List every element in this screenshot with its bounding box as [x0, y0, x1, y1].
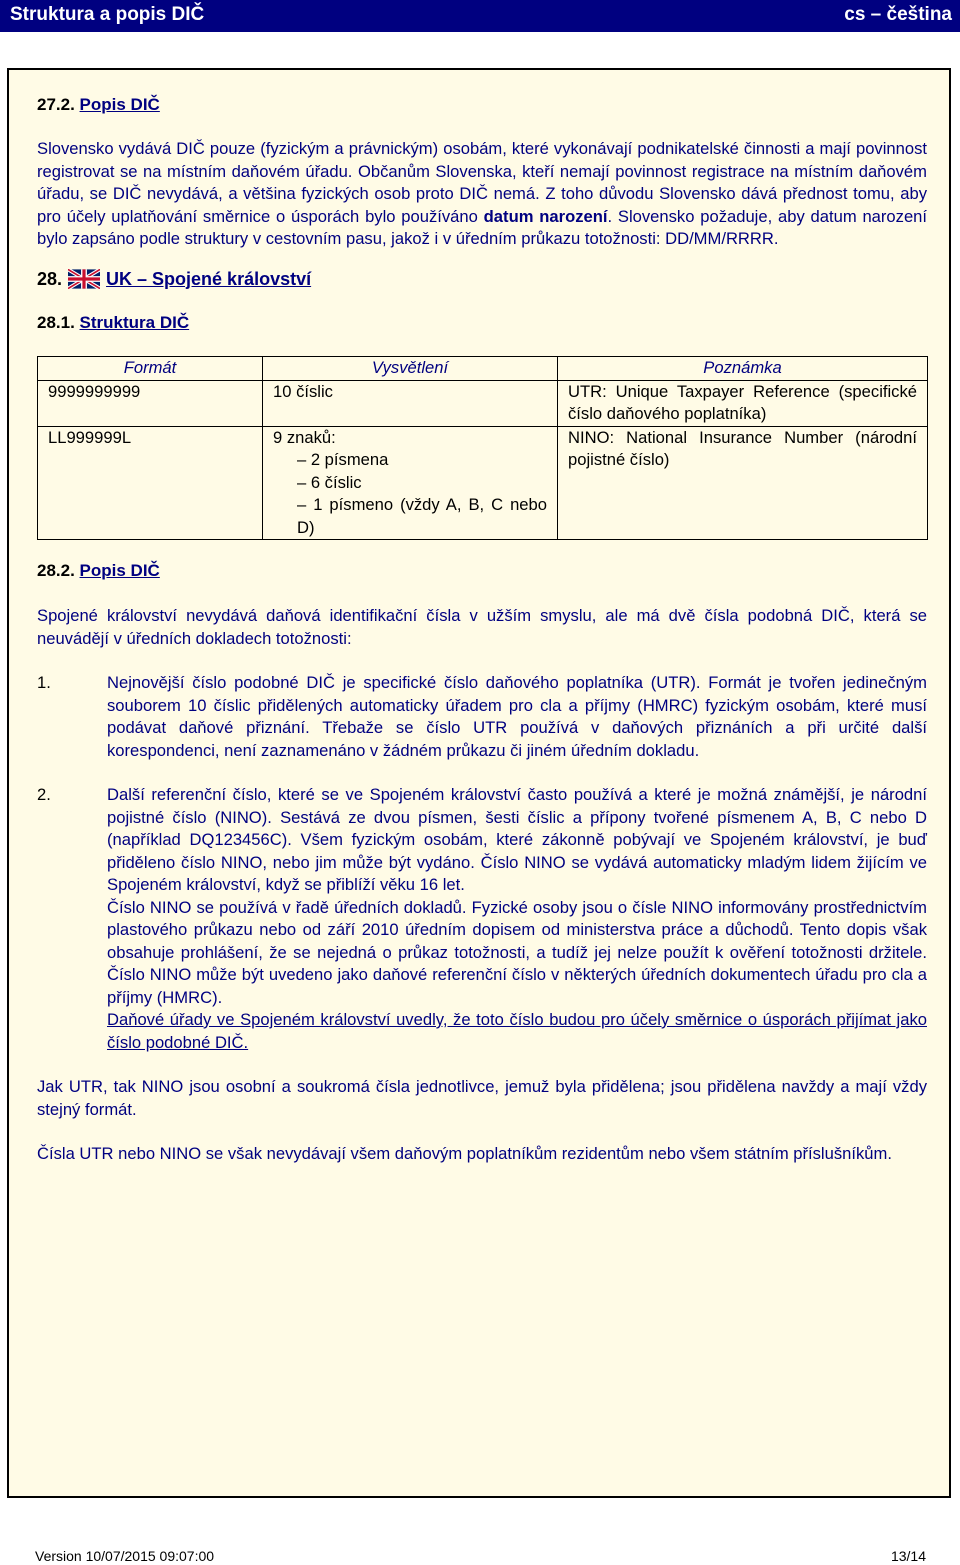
paragraph-utr-nino: Jak UTR, tak NINO jsou osobní a soukromá čísla jednotlivce, jemuž byla přidělena; jsou přidělena navždy a mají vždy stejný formát.: [37, 1077, 927, 1119]
paragraph-uk-intro: Spojené království nevydává daňová identifikační čísla v užším smyslu, ale má dvě čísla podobná DIČ, která se neuvádějí v úředních dokladech totožnosti:: [37, 606, 927, 648]
section-28-heading: 28. UK – Spojené království: [37, 268, 312, 289]
uk-flag-icon: [68, 269, 100, 289]
header-title: Struktura a popis DIČ: [10, 4, 205, 25]
table-row: 9999999999 10 číslic UTR: Unique Taxpayer Reference (specifické číslo daňového poplatníka): [38, 380, 928, 426]
table-row: LL999999L 9 znaků: – 2 písmena – 6 číslic – 1 písmeno (vždy A, B, C nebo D) NINO: National Insurance Number (národní pojistné číslo): [38, 426, 928, 540]
col-header-note: Poznámka: [558, 357, 928, 381]
section-28-1-heading: 28.1. Struktura DIČ: [37, 313, 190, 332]
content-frame: [7, 68, 951, 1498]
numbered-list: [37, 672, 927, 1054]
header-language: cs – čeština: [844, 4, 952, 25]
list-item: 1. Nejnovější číslo podobné DIČ je specifické číslo daňového poplatníka (UTR). Formát je tvořen jedinečným souborem 10 číslic přidělených automaticky úřadem pro cla a příjmy (HMRC) fyzickým osobám, které musí podávat daňové přiznání. Třebaže se číslo UTR používá v daňových přiznáních a při určité další korespondenci, není zaznamenáno v žádném průkazu či jiném úředním dokladu.: [37, 673, 927, 760]
section-27-2-heading: 27.2. Popis DIČ: [37, 95, 160, 114]
list-item: 2. Další referenční číslo, které se ve Spojeném království často používá a které je možná známější, je národní pojistné číslo (NINO). Sestává ze dvou písmen, šesti číslic a přípony tvořené písmenem A, B, C nebo D (například DQ123456C). Všem fyzickým osobám, které zákonně pobývají ve Spojeném království, je buď přiděleno číslo NINO, nebo jim může být vydáno. Číslo NINO se vydává automaticky mladým lidem žijícím ve Spojeném království, když se přiblíží věku 16 let. Číslo NINO se používá v řadě úředních dokladů. Fyzické osoby jsou o čísle NINO informovány prostřednictvím plastového průkazu nebo od září 2010 úředním dopisem od ministerstva práce a důchodů. Tento dopis však obsahuje prohlášení, že se nejedná o průkaz totožnosti, a tudíž jej nelze použít k ověření totožnosti držitele. Číslo NINO může být uvedeno jako daňové referenční číslo v některých úředních dokumentech úřadu pro cla a příjmy (HMRC). Daňové úřady ve Spojeném království uvedly, že toto číslo budou pro účely směrnice o úsporách přijímat jako číslo podobné DIČ.: [37, 785, 928, 1052]
footer-page-number: 13/14: [890, 1548, 926, 1564]
col-header-explanation: Vysvětlení: [263, 357, 558, 381]
paragraph-not-issued: Čísla UTR nebo NINO se však nevydávají všem daňovým poplatníkům rezidentům nebo všem státním příslušníkům.: [37, 1144, 892, 1163]
content: [37, 94, 927, 1166]
page-header: [0, 0, 960, 32]
tin-structure-table: [37, 356, 928, 540]
section-28-2-heading: 28.2. Popis DIČ: [37, 561, 160, 580]
footer-version: Version 10/07/2015 09:07:00: [35, 1548, 215, 1564]
paragraph-slovakia: Slovensko vydává DIČ pouze (fyzickým a právnickým) osobám, které vykonávají podnikatelské činnosti a mají povinnost registrovat se na místním daňovém úřadu. Občanům Slovenska, kteří nemají povinnost registrace na místním daňovém úřadu, se DIČ nevydává, a většina fyzických osob proto DIČ nemá. Z toho důvodu Slovensko dává přednost tomu, aby pro účely uplatňování směrnice o úsporách bylo používáno datum narození. Slovensko požaduje, aby datum narození bylo zapsáno podle struktury v cestovním pasu, jakož i v úředním průkazu totožnosti: DD/MM/RRRR.: [37, 139, 928, 248]
col-header-format: Formát: [38, 357, 263, 381]
